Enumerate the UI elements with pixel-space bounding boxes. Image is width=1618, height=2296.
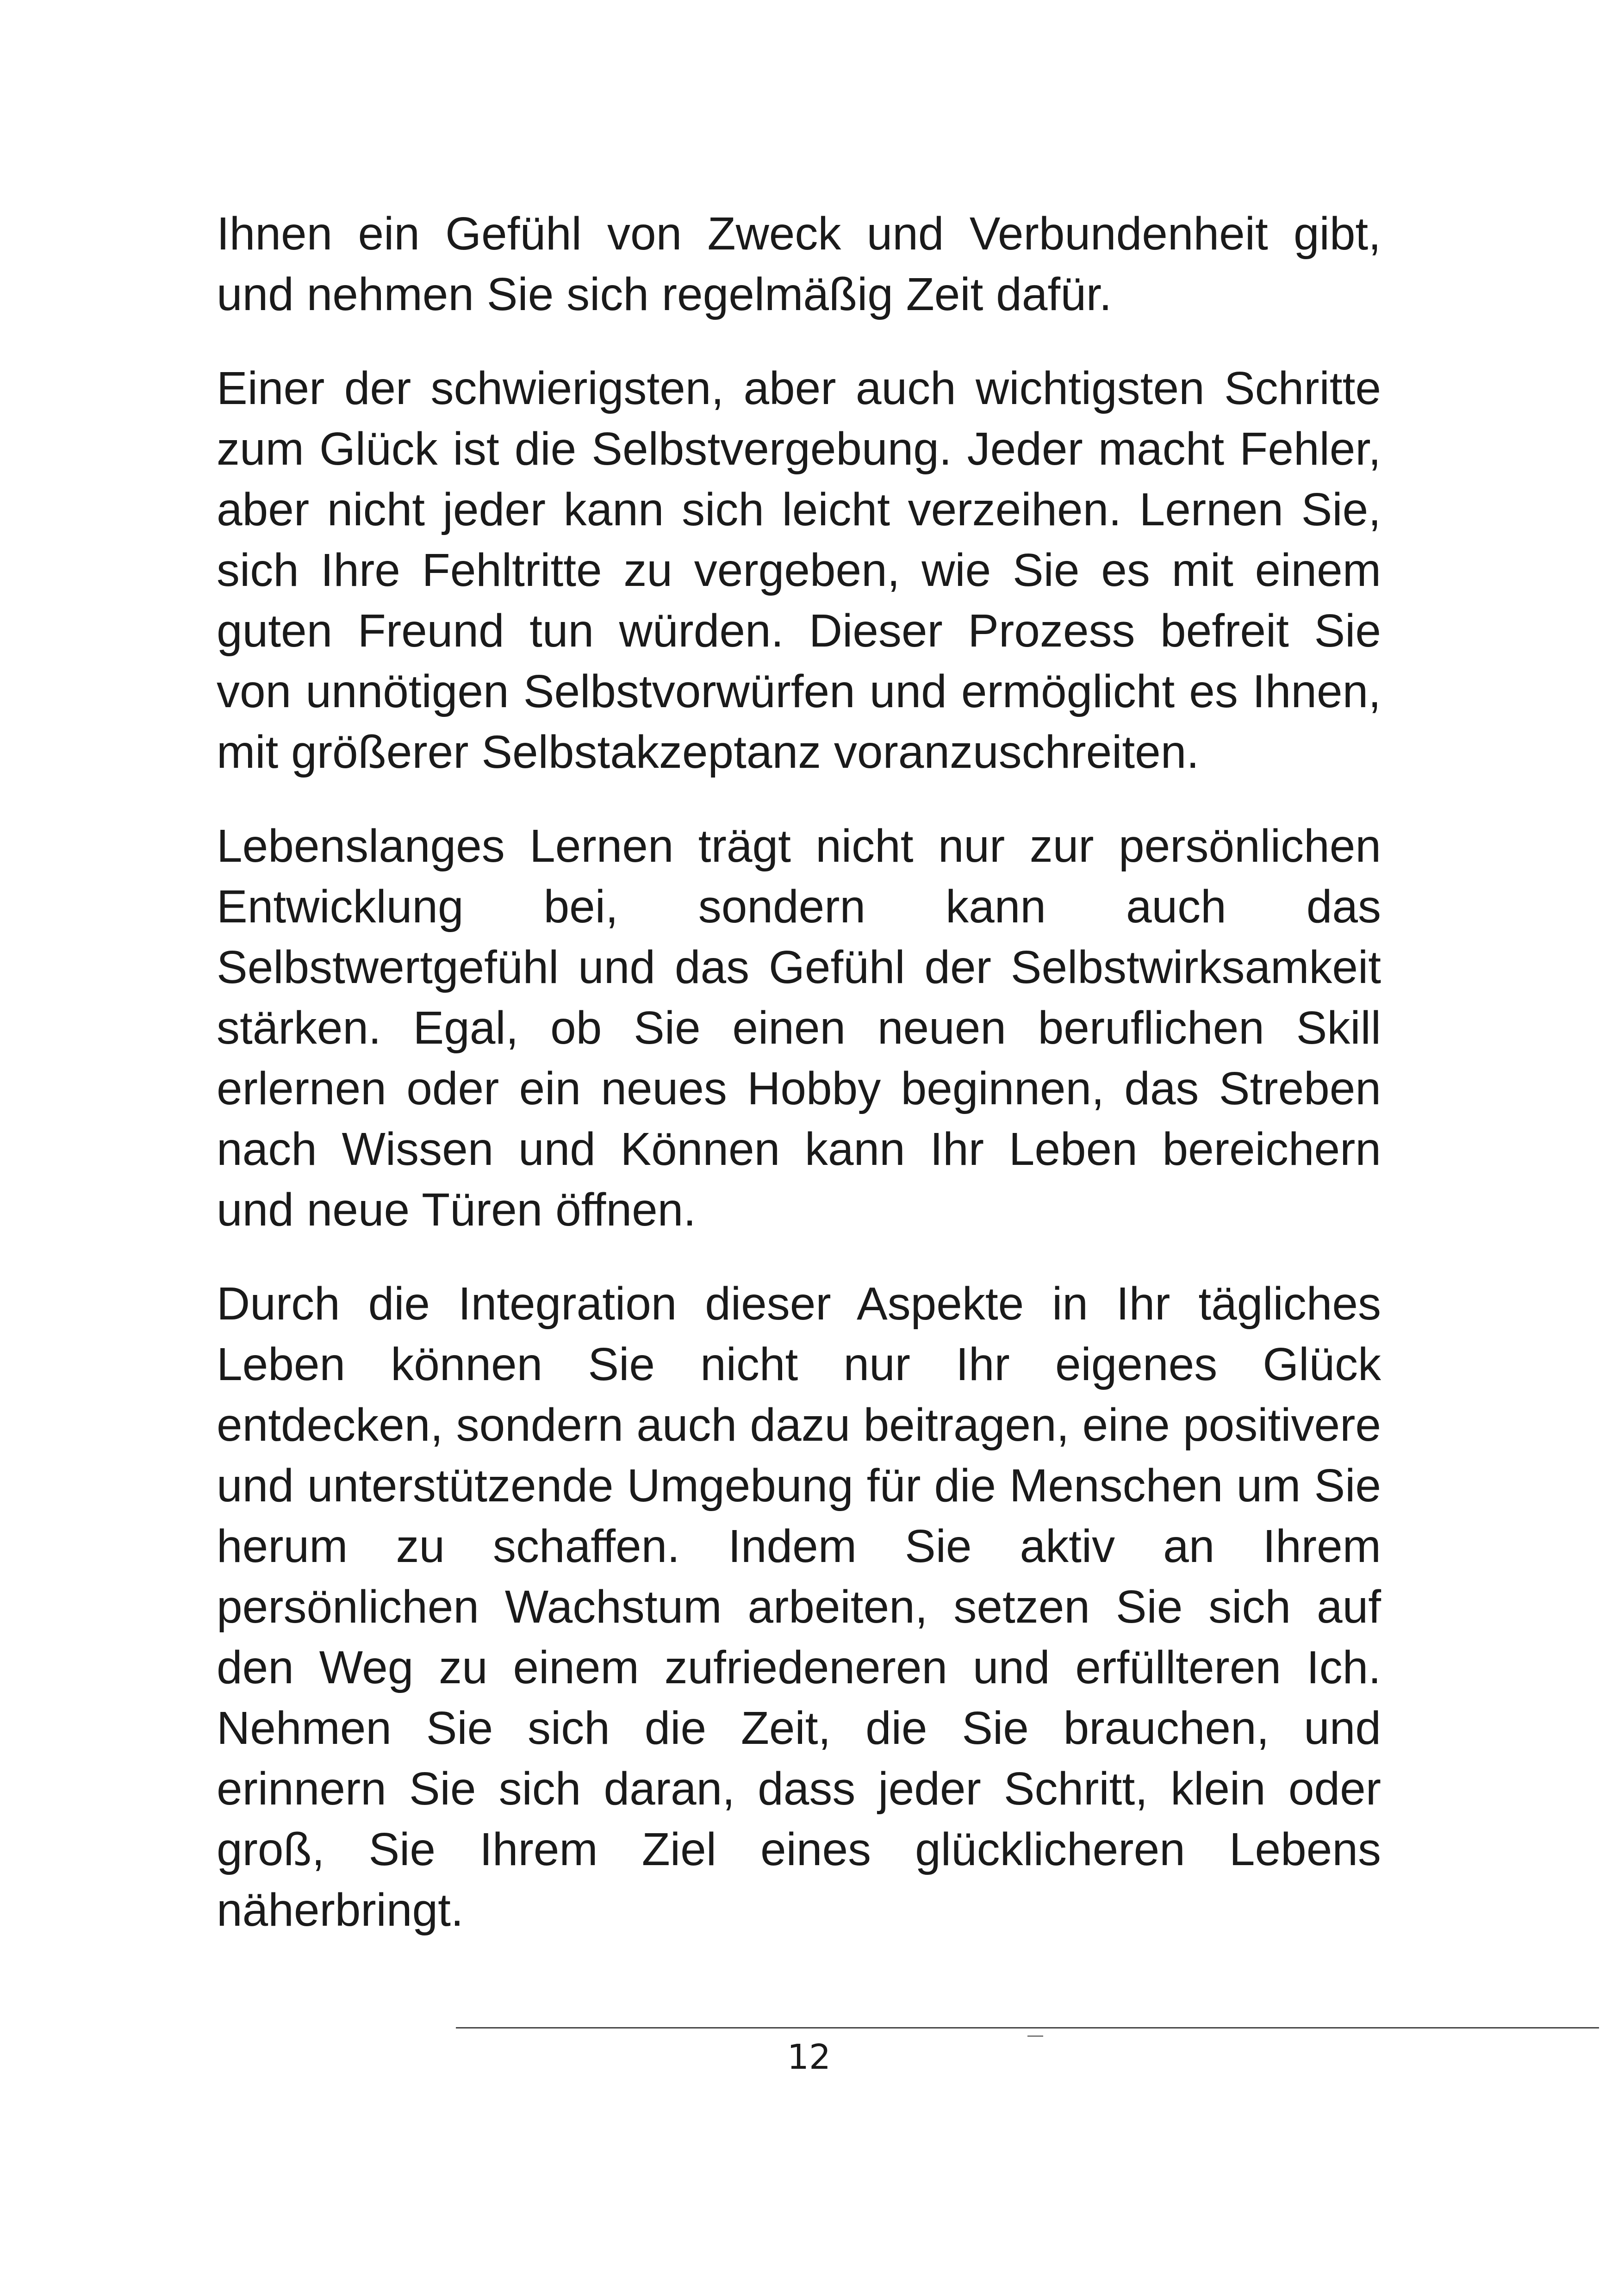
footer-tick-mark [1027,2035,1043,2037]
page-body [217,204,1381,1974]
body-paragraph: Einer der schwierigsten, aber auch wichtigsten Schritte zum Glück ist die Selbstvergebung. Jeder macht Fehler, aber nicht jeder kann sich leicht verzeihen. Lernen Sie, sich Ihre Fehltritte zu vergeben, wie Sie es mit einem guten Freund tun würden. Dieser Prozess befreit Sie von unnötigen Selbstvorwürfen und ermöglicht es Ihnen, mit größerer Selbstakzeptanz voranzuschreiten. [217,362,1381,778]
body-paragraph: Ihnen ein Gefühl von Zweck und Verbundenheit gibt, und nehmen Sie sich regelmäßig Zeit dafür. [217,208,1381,320]
footer-divider [456,2027,1599,2028]
body-paragraph: Durch die Integration dieser Aspekte in Ihr tägliches Leben können Sie nicht nur Ihr eigenes Glück entdecken, sondern auch dazu beitragen, eine positivere und unterstützende Umgebung für die Menschen um Sie herum zu schaffen. Indem Sie aktiv an Ihrem persönlichen Wachstum arbeiten, setzen Sie sich auf den Weg zu einem zufriedeneren und erfüllteren Ich. Nehmen Sie sich die Zeit, die Sie brauchen, und erinnern Sie sich daran, dass jeder Schritt, klein oder groß, Sie Ihrem Ziel eines glücklicheren Lebens näherbringt. [217,1278,1381,1936]
page-number: 12 [787,2037,831,2077]
body-paragraph: Lebenslanges Lernen trägt nicht nur zur persönlichen Entwicklung bei, sondern kann auch das Selbstwertgefühl und das Gefühl der Selbstwirksamkeit stärken. Egal, ob Sie einen neuen beruflichen Skill erlernen oder ein neues Hobby beginnen, das Streben nach Wissen und Können kann Ihr Leben bereichern und neue Türen öffnen. [217,820,1381,1236]
